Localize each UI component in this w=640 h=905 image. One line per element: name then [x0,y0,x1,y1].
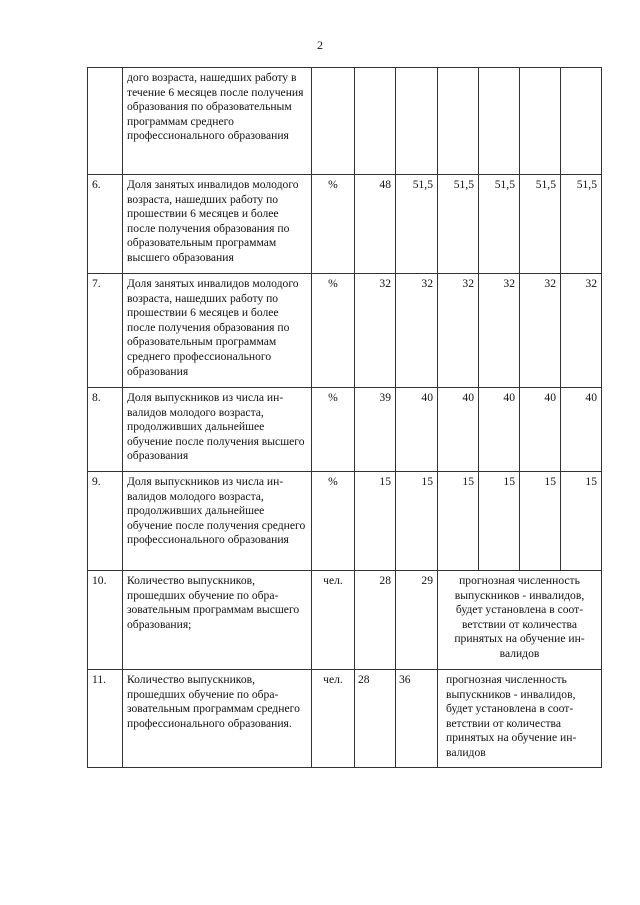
unit-cell [312,68,355,175]
value-cell: 40 [479,388,520,472]
value-cell: 32 [438,274,479,388]
row-number: 11. [88,670,123,768]
row-number: 10. [88,571,123,670]
value-cell: 15 [479,472,520,571]
value-cell [355,68,396,175]
table-row [88,274,602,388]
unit-cell: % [312,274,355,388]
forecast-note: прогнозная численность выпускников - инвалидов, будет установлена в соответствии от количества принятых на обучение инвалидов [438,571,602,670]
row-number: 9. [88,472,123,571]
value-cell: 28 [355,670,396,768]
indicator-text: Количество выпускников, прошедших обучение по образовательным программам среднего профессионального образования. [123,670,312,768]
forecast-note: прогнозная численность выпускников - инвалидов, будет установлена в соответствии от количества принятых на обучение инвалидов [438,670,602,768]
value-cell: 40 [561,388,602,472]
row-number: 8. [88,388,123,472]
table-row [88,68,602,175]
value-cell: 51,5 [520,175,561,274]
table-row [88,571,602,670]
value-cell: 51,5 [438,175,479,274]
value-cell: 36 [396,670,438,768]
value-cell: 32 [561,274,602,388]
indicator-text: Доля занятых инвалидов молодого возраста, нашедших работу по прошествии 6 месяцев и более после получения образования по образовательным программам высшего образования [123,175,312,274]
value-cell: 15 [520,472,561,571]
value-cell: 32 [479,274,520,388]
value-cell: 32 [355,274,396,388]
indicator-text: дого возраста, нашедших работу в течение 6 месяцев после получения образования по образовательным программам среднего профессионального образования [123,68,312,175]
value-cell [396,68,438,175]
table-row [88,388,602,472]
unit-cell: % [312,472,355,571]
value-cell: 32 [396,274,438,388]
indicators-table [87,67,602,768]
indicator-text: Доля выпускников из числа инвалидов молодого возраста, продолживших дальнейшее обучение после получения высшего образования [123,388,312,472]
table-row [88,670,602,768]
table-row [88,175,602,274]
value-cell: 40 [396,388,438,472]
value-cell: 39 [355,388,396,472]
value-cell: 15 [396,472,438,571]
value-cell [561,68,602,175]
unit-cell: чел. [312,670,355,768]
value-cell [520,68,561,175]
indicator-text: Количество выпускников, прошедших обучение по образовательным программам высшего образования; [123,571,312,670]
row-number [88,68,123,175]
value-cell: 28 [355,571,396,670]
value-cell: 29 [396,571,438,670]
table-row [88,472,602,571]
value-cell [479,68,520,175]
value-cell: 51,5 [479,175,520,274]
row-number: 7. [88,274,123,388]
unit-cell: % [312,388,355,472]
page-number: 2 [317,38,323,52]
value-cell: 32 [520,274,561,388]
value-cell: 15 [355,472,396,571]
row-number: 6. [88,175,123,274]
value-cell: 15 [438,472,479,571]
value-cell [438,68,479,175]
unit-cell: % [312,175,355,274]
value-cell: 48 [355,175,396,274]
indicator-text: Доля занятых инвалидов молодого возраста, нашедших работу по прошествии 6 месяцев и более после получения образования по образовательным программам среднего профессионального образования [123,274,312,388]
value-cell: 40 [438,388,479,472]
value-cell: 51,5 [396,175,438,274]
value-cell: 40 [520,388,561,472]
value-cell: 51,5 [561,175,602,274]
indicator-text: Доля выпускников из числа инвалидов молодого возраста, продолживших дальнейшее обучение после получения среднего профессионального образования [123,472,312,571]
value-cell: 15 [561,472,602,571]
unit-cell: чел. [312,571,355,670]
